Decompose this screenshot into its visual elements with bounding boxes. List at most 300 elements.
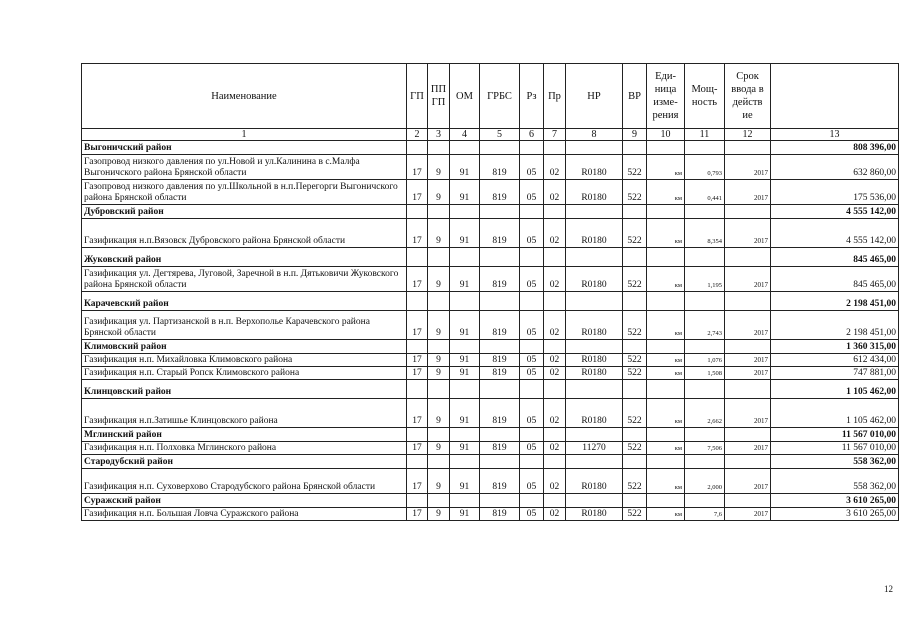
empty-cell [623, 455, 647, 469]
empty-cell [566, 292, 623, 311]
empty-cell [685, 340, 725, 354]
cell-power: 0,793 [685, 155, 725, 180]
cell-amount: 2 198 451,00 [771, 311, 899, 340]
table-body [82, 141, 899, 521]
cell-grbs: 819 [480, 180, 520, 205]
empty-cell [450, 205, 480, 219]
empty-cell [407, 380, 428, 399]
empty-cell [544, 428, 566, 442]
empty-cell [428, 428, 450, 442]
empty-cell [685, 380, 725, 399]
cell-power: 2,662 [685, 399, 725, 428]
cell-amount: 747 881,00 [771, 367, 899, 380]
table-row [82, 469, 899, 494]
cell-power: 0,441 [685, 180, 725, 205]
cell-pr: 02 [544, 442, 566, 455]
cell-nr: R0180 [566, 354, 623, 367]
col-number: 13 [771, 129, 899, 141]
header-vr: ВР [623, 64, 647, 129]
district-total: 845 465,00 [771, 248, 899, 267]
empty-cell [428, 340, 450, 354]
cell-pr: 02 [544, 311, 566, 340]
empty-cell [520, 455, 544, 469]
empty-cell [647, 380, 685, 399]
cell-rz: 05 [520, 267, 544, 292]
cell-power: 1,508 [685, 367, 725, 380]
empty-cell [623, 248, 647, 267]
empty-cell [407, 340, 428, 354]
col-number: 11 [685, 129, 725, 141]
empty-cell [623, 428, 647, 442]
cell-year: 2017 [725, 180, 771, 205]
empty-cell [685, 141, 725, 155]
header-rz: Рз [520, 64, 544, 129]
cell-year: 2017 [725, 469, 771, 494]
cell-ppgp: 9 [428, 155, 450, 180]
cell-ppgp: 9 [428, 367, 450, 380]
empty-cell [647, 205, 685, 219]
cell-nr: R0180 [566, 311, 623, 340]
header-amount [771, 64, 899, 129]
cell-amount: 1 105 462,00 [771, 399, 899, 428]
cell-unit: км [647, 180, 685, 205]
empty-cell [450, 340, 480, 354]
cell-vr: 522 [623, 311, 647, 340]
cell-nr: R0180 [566, 180, 623, 205]
col-number: 9 [623, 129, 647, 141]
empty-cell [544, 292, 566, 311]
cell-power: 7,506 [685, 442, 725, 455]
district-row [82, 380, 899, 399]
cell-amount: 3 610 265,00 [771, 508, 899, 521]
district-row [82, 141, 899, 155]
cell-year: 2017 [725, 155, 771, 180]
cell-nr: 11270 [566, 442, 623, 455]
cell-amount: 175 536,00 [771, 180, 899, 205]
empty-cell [685, 494, 725, 508]
table-row [82, 311, 899, 340]
header-name: Наименование [82, 64, 407, 129]
cell-power: 2,000 [685, 469, 725, 494]
cell-year: 2017 [725, 354, 771, 367]
cell-nr: R0180 [566, 219, 623, 248]
empty-cell [685, 248, 725, 267]
empty-cell [520, 248, 544, 267]
cell-ppgp: 9 [428, 180, 450, 205]
cell-rz: 05 [520, 219, 544, 248]
cell-om: 91 [450, 399, 480, 428]
empty-cell [647, 248, 685, 267]
empty-cell [566, 380, 623, 399]
table-row [82, 155, 899, 180]
empty-cell [428, 292, 450, 311]
cell-gp: 17 [407, 442, 428, 455]
header-deadline: Срок ввода в действ ие [725, 64, 771, 129]
cell-pr: 02 [544, 508, 566, 521]
empty-cell [428, 494, 450, 508]
empty-cell [407, 205, 428, 219]
table-row [82, 354, 899, 367]
empty-cell [566, 340, 623, 354]
page-number: 12 [884, 584, 893, 594]
empty-cell [725, 380, 771, 399]
cell-pr: 02 [544, 399, 566, 428]
cell-amount: 558 362,00 [771, 469, 899, 494]
empty-cell [647, 292, 685, 311]
cell-om: 91 [450, 354, 480, 367]
column-number-row [82, 129, 899, 141]
empty-cell [428, 248, 450, 267]
header-power: Мощ- ность [685, 64, 725, 129]
cell-unit: км [647, 508, 685, 521]
district-total: 1 105 462,00 [771, 380, 899, 399]
empty-cell [480, 205, 520, 219]
col-number: 5 [480, 129, 520, 141]
cell-unit: км [647, 155, 685, 180]
col-number: 2 [407, 129, 428, 141]
cell-nr: R0180 [566, 399, 623, 428]
empty-cell [480, 494, 520, 508]
cell-om: 91 [450, 508, 480, 521]
cell-pr: 02 [544, 155, 566, 180]
district-total: 558 362,00 [771, 455, 899, 469]
cell-year: 2017 [725, 508, 771, 521]
cell-year: 2017 [725, 442, 771, 455]
object-name: Газификация ул. Дегтярева, Луговой, Заречной в н.п. Дятьковичи Жуковского района Брянской области [82, 267, 407, 292]
empty-cell [566, 455, 623, 469]
cell-vr: 522 [623, 442, 647, 455]
district-row [82, 428, 899, 442]
cell-unit: км [647, 219, 685, 248]
cell-pr: 02 [544, 219, 566, 248]
cell-grbs: 819 [480, 469, 520, 494]
empty-cell [520, 380, 544, 399]
cell-vr: 522 [623, 180, 647, 205]
table-row [82, 442, 899, 455]
empty-cell [520, 494, 544, 508]
empty-cell [544, 141, 566, 155]
col-number: 7 [544, 129, 566, 141]
object-name: Газификация ул. Партизанской в н.п. Верхополье Карачевского района Брянской области [82, 311, 407, 340]
empty-cell [725, 141, 771, 155]
empty-cell [407, 292, 428, 311]
empty-cell [685, 428, 725, 442]
cell-vr: 522 [623, 155, 647, 180]
col-number: 3 [428, 129, 450, 141]
empty-cell [544, 494, 566, 508]
cell-ppgp: 9 [428, 267, 450, 292]
empty-cell [480, 428, 520, 442]
empty-cell [544, 340, 566, 354]
cell-om: 91 [450, 469, 480, 494]
empty-cell [428, 141, 450, 155]
cell-om: 91 [450, 267, 480, 292]
cell-grbs: 819 [480, 399, 520, 428]
empty-cell [544, 380, 566, 399]
cell-grbs: 819 [480, 508, 520, 521]
cell-power: 7,6 [685, 508, 725, 521]
district-name: Жуковский район [82, 248, 407, 267]
district-name: Климовский район [82, 340, 407, 354]
empty-cell [520, 292, 544, 311]
object-name: Газификация н.п. Большая Ловча Суражского района [82, 508, 407, 521]
cell-om: 91 [450, 219, 480, 248]
empty-cell [480, 141, 520, 155]
cell-pr: 02 [544, 469, 566, 494]
table-row [82, 399, 899, 428]
object-name: Газификация н.п. Михайловка Климовского района [82, 354, 407, 367]
empty-cell [428, 380, 450, 399]
cell-rz: 05 [520, 155, 544, 180]
col-number: 12 [725, 129, 771, 141]
district-row [82, 248, 899, 267]
cell-unit: км [647, 469, 685, 494]
cell-vr: 522 [623, 267, 647, 292]
district-row [82, 292, 899, 311]
col-number: 1 [82, 129, 407, 141]
empty-cell [623, 205, 647, 219]
cell-nr: R0180 [566, 367, 623, 380]
cell-year: 2017 [725, 311, 771, 340]
cell-unit: км [647, 354, 685, 367]
object-name: Газификация н.п. Полховка Мглинского района [82, 442, 407, 455]
header-row [82, 64, 899, 129]
empty-cell [450, 380, 480, 399]
empty-cell [725, 455, 771, 469]
table-row [82, 508, 899, 521]
cell-vr: 522 [623, 399, 647, 428]
table-row [82, 219, 899, 248]
empty-cell [623, 494, 647, 508]
empty-cell [520, 340, 544, 354]
cell-ppgp: 9 [428, 311, 450, 340]
cell-ppgp: 9 [428, 354, 450, 367]
district-name: Суражский район [82, 494, 407, 508]
empty-cell [685, 292, 725, 311]
cell-ppgp: 9 [428, 219, 450, 248]
table-row [82, 367, 899, 380]
cell-gp: 17 [407, 180, 428, 205]
cell-unit: км [647, 367, 685, 380]
cell-grbs: 819 [480, 354, 520, 367]
cell-gp: 17 [407, 469, 428, 494]
empty-cell [725, 205, 771, 219]
cell-nr: R0180 [566, 267, 623, 292]
empty-cell [685, 205, 725, 219]
cell-ppgp: 9 [428, 508, 450, 521]
empty-cell [566, 494, 623, 508]
cell-nr: R0180 [566, 469, 623, 494]
empty-cell [566, 248, 623, 267]
empty-cell [647, 340, 685, 354]
empty-cell [480, 248, 520, 267]
col-number: 4 [450, 129, 480, 141]
cell-grbs: 819 [480, 311, 520, 340]
district-name: Клинцовский район [82, 380, 407, 399]
empty-cell [520, 205, 544, 219]
cell-vr: 522 [623, 508, 647, 521]
empty-cell [623, 292, 647, 311]
cell-year: 2017 [725, 367, 771, 380]
object-name: Газификация н.п. Старый Ропск Климовского района [82, 367, 407, 380]
cell-om: 91 [450, 367, 480, 380]
cell-grbs: 819 [480, 155, 520, 180]
cell-year: 2017 [725, 267, 771, 292]
empty-cell [450, 428, 480, 442]
cell-ppgp: 9 [428, 442, 450, 455]
cell-power: 1,195 [685, 267, 725, 292]
cell-amount: 612 434,00 [771, 354, 899, 367]
object-name: Газификация н.п.Вязовск Дубровского района Брянской области [82, 219, 407, 248]
empty-cell [450, 141, 480, 155]
empty-cell [623, 340, 647, 354]
empty-cell [725, 292, 771, 311]
empty-cell [407, 428, 428, 442]
cell-year: 2017 [725, 219, 771, 248]
cell-power: 2,743 [685, 311, 725, 340]
cell-grbs: 819 [480, 442, 520, 455]
district-total: 4 555 142,00 [771, 205, 899, 219]
cell-year: 2017 [725, 399, 771, 428]
header-om: ОМ [450, 64, 480, 129]
object-name: Газопровод низкого давления по ул.Новой и ул.Калинина в с.Малфа Выгоничского района Брянской области [82, 155, 407, 180]
cell-nr: R0180 [566, 508, 623, 521]
cell-grbs: 819 [480, 219, 520, 248]
empty-cell [480, 455, 520, 469]
empty-cell [450, 494, 480, 508]
cell-amount: 11 567 010,00 [771, 442, 899, 455]
object-name: Газификация н.п. Суховерхово Стародубского района Брянской области [82, 469, 407, 494]
cell-pr: 02 [544, 180, 566, 205]
district-total: 11 567 010,00 [771, 428, 899, 442]
empty-cell [407, 141, 428, 155]
table-row [82, 180, 899, 205]
empty-cell [428, 455, 450, 469]
cell-gp: 17 [407, 354, 428, 367]
empty-cell [544, 455, 566, 469]
district-row [82, 494, 899, 508]
col-number: 6 [520, 129, 544, 141]
cell-rz: 05 [520, 311, 544, 340]
header-nr: НР [566, 64, 623, 129]
district-row [82, 205, 899, 219]
district-name: Стародубский район [82, 455, 407, 469]
cell-unit: км [647, 399, 685, 428]
budget-table [81, 63, 899, 521]
cell-unit: км [647, 311, 685, 340]
header-grbs: ГРБС [480, 64, 520, 129]
cell-om: 91 [450, 311, 480, 340]
district-total: 1 360 315,00 [771, 340, 899, 354]
cell-rz: 05 [520, 442, 544, 455]
header-gp: ГП [407, 64, 428, 129]
empty-cell [566, 141, 623, 155]
table-row [82, 267, 899, 292]
cell-om: 91 [450, 442, 480, 455]
district-row [82, 340, 899, 354]
col-number: 10 [647, 129, 685, 141]
cell-gp: 17 [407, 219, 428, 248]
empty-cell [647, 455, 685, 469]
cell-pr: 02 [544, 354, 566, 367]
empty-cell [725, 340, 771, 354]
district-name: Выгоничский район [82, 141, 407, 155]
cell-vr: 522 [623, 219, 647, 248]
cell-gp: 17 [407, 508, 428, 521]
empty-cell [407, 494, 428, 508]
empty-cell [623, 141, 647, 155]
cell-vr: 522 [623, 367, 647, 380]
empty-cell [407, 248, 428, 267]
cell-pr: 02 [544, 367, 566, 380]
header-unit: Еди- ница изме- рения [647, 64, 685, 129]
empty-cell [520, 428, 544, 442]
empty-cell [566, 205, 623, 219]
empty-cell [520, 141, 544, 155]
cell-vr: 522 [623, 354, 647, 367]
cell-rz: 05 [520, 367, 544, 380]
empty-cell [725, 494, 771, 508]
district-total: 2 198 451,00 [771, 292, 899, 311]
empty-cell [566, 428, 623, 442]
cell-vr: 522 [623, 469, 647, 494]
empty-cell [544, 205, 566, 219]
district-total: 3 610 265,00 [771, 494, 899, 508]
cell-nr: R0180 [566, 155, 623, 180]
cell-amount: 4 555 142,00 [771, 219, 899, 248]
empty-cell [623, 380, 647, 399]
cell-om: 91 [450, 155, 480, 180]
district-name: Мглинский район [82, 428, 407, 442]
object-name: Газопровод низкого давления по ул.Школьной в н.п.Перегорги Выгоничского района Брянской области [82, 180, 407, 205]
cell-power: 1,076 [685, 354, 725, 367]
cell-rz: 05 [520, 508, 544, 521]
cell-unit: км [647, 267, 685, 292]
header-ppgp: ПП ГП [428, 64, 450, 129]
header-pr: Пр [544, 64, 566, 129]
empty-cell [428, 205, 450, 219]
empty-cell [480, 340, 520, 354]
empty-cell [544, 248, 566, 267]
cell-rz: 05 [520, 180, 544, 205]
empty-cell [647, 141, 685, 155]
empty-cell [407, 455, 428, 469]
cell-ppgp: 9 [428, 469, 450, 494]
empty-cell [647, 494, 685, 508]
cell-om: 91 [450, 180, 480, 205]
col-number: 8 [566, 129, 623, 141]
cell-gp: 17 [407, 155, 428, 180]
empty-cell [725, 428, 771, 442]
empty-cell [480, 292, 520, 311]
cell-unit: км [647, 442, 685, 455]
cell-amount: 845 465,00 [771, 267, 899, 292]
cell-rz: 05 [520, 399, 544, 428]
empty-cell [480, 380, 520, 399]
empty-cell [725, 248, 771, 267]
district-name: Дубровский район [82, 205, 407, 219]
empty-cell [450, 455, 480, 469]
district-name: Карачевский район [82, 292, 407, 311]
cell-gp: 17 [407, 267, 428, 292]
cell-power: 8,354 [685, 219, 725, 248]
cell-gp: 17 [407, 311, 428, 340]
cell-grbs: 819 [480, 367, 520, 380]
district-total: 808 396,00 [771, 141, 899, 155]
empty-cell [685, 455, 725, 469]
object-name: Газификация н.п.Затишье Клинцовского района [82, 399, 407, 428]
cell-amount: 632 860,00 [771, 155, 899, 180]
